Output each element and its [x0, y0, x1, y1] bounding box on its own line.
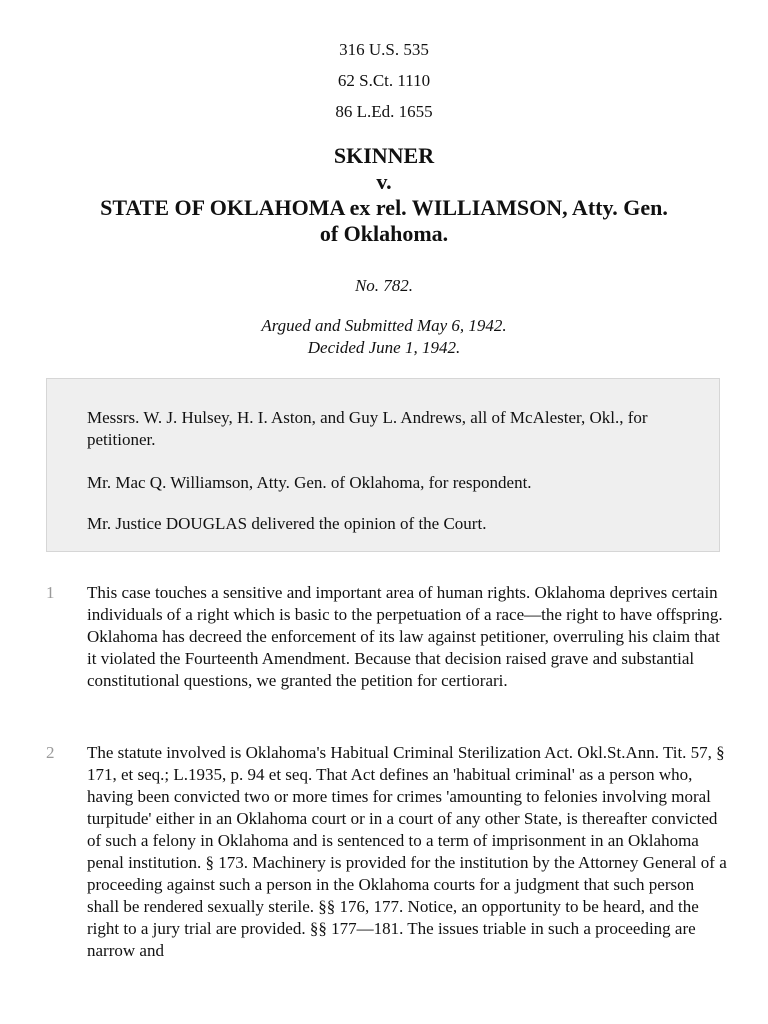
counsel-petitioner: Messrs. W. J. Hulsey, H. I. Aston, and Guy L. Andrews, all of McAlester, Okl., for petitioner. [87, 408, 648, 449]
paragraph-text: This case touches a sensitive and important area of human rights. Oklahoma deprives certain individuals of a right which is basic to the perpetuation of a race—the right to have offspring. Oklahoma has decreed the enforcement of its law against petitioner, overruling his claim that it violated the Fourteenth Amendment. Because that decision raised grave and substantial constitutional questions, we granted the petition for certiorari. [87, 583, 723, 690]
paragraph-number: 2 [46, 743, 55, 762]
case-dates [0, 315, 768, 359]
us-reports-citation: 316 U.S. 535 [339, 40, 429, 59]
counsel-box [46, 378, 720, 552]
decided-date: Decided June 1, 1942. [307, 338, 461, 357]
citations [0, 34, 768, 127]
caption-respondent-continued: of Oklahoma. [319, 221, 449, 246]
lawyers-edition-citation: 86 L.Ed. 1655 [335, 102, 433, 121]
paragraph-number: 1 [46, 583, 55, 602]
caption-petitioner: SKINNER [333, 143, 435, 168]
supreme-court-reporter-citation: 62 S.Ct. 1110 [337, 71, 431, 90]
argued-date: Argued and Submitted May 6, 1942. [261, 316, 507, 335]
caption-versus: v. [376, 169, 392, 194]
case-caption [0, 143, 768, 247]
caption-respondent: STATE OF OKLAHOMA ex rel. WILLIAMSON, Atty. Gen. [100, 195, 668, 220]
counsel-respondent: Mr. Mac Q. Williamson, Atty. Gen. of Oklahoma, for respondent. [87, 473, 532, 492]
docket-number: No. 782. [354, 276, 414, 295]
paragraph-text: The statute involved is Oklahoma's Habitual Criminal Sterilization Act. Okl.St.Ann. Tit. 57, § 171, et seq.; L.1935, p. 94 et seq. That Act defines an 'habitual criminal' as a person who, having been convicted two or more times for crimes 'amounting to felonies involving moral turpitude' either in an Oklahoma court or in a court of any other State, is thereafter convicted of such a felony in Oklahoma and is sentenced to a term of imprisonment in an Oklahoma penal institution. § 173. Machinery is provided for the institution by the Attorney General of a proceeding against such a person in the Oklahoma courts for a judgment that such person shall be rendered sexually sterile. §§ 176, 177. Notice, an opportunity to be heard, and the right to a jury trial are provided. §§ 177—181. The issues triable in such a proceeding are narrow and [87, 743, 727, 960]
opinion-author: Mr. Justice DOUGLAS delivered the opinion of the Court. [87, 514, 487, 533]
